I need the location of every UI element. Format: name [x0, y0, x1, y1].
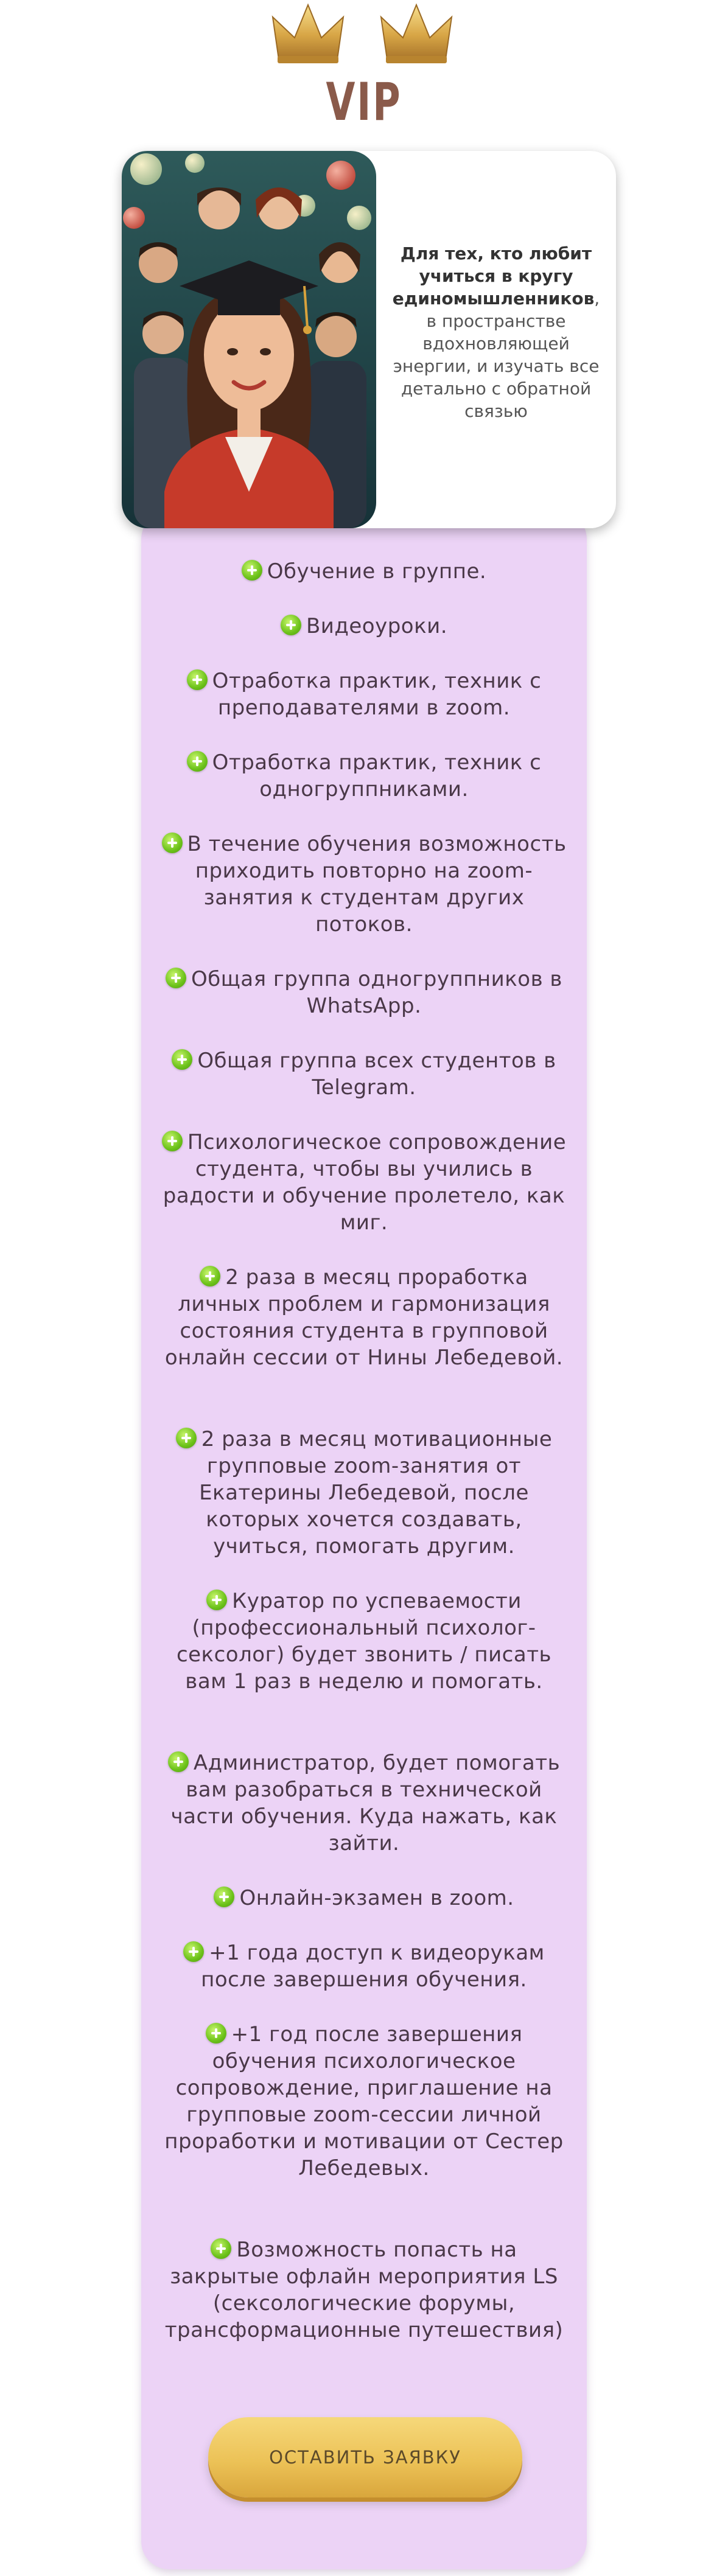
hero-illustration — [122, 151, 376, 528]
page-title: VIP — [326, 72, 402, 133]
feature-item: В течение обучения возможность приходить повторно на zoom-занятия к студентам других потоков. — [159, 831, 569, 938]
feature-item: Возможность попасть на закрытые офлайн мероприятия LS (сексологические форумы, трансформационные путешествия) — [164, 2238, 564, 2342]
plus-icon — [206, 2023, 226, 2044]
feature-item: Администратор, будет помогать вам разобраться в технической части обучения. Куда нажать, как зайти. — [159, 1750, 569, 1857]
feature-item: +1 год после завершения обучения психологическое сопровождение, приглашение на групповые zoom-сессии личной проработки и мотивации от Сестер Лебедевых. — [164, 2022, 564, 2180]
hero-description — [390, 242, 603, 422]
feature-item: Психологическое сопровождение студента, чтобы вы учились в радости и обучение пролетело, как миг. — [163, 1130, 567, 1235]
plus-icon — [183, 1941, 204, 1962]
feature-item: Онлайн-экзамен в zoom. — [159, 1885, 569, 1911]
feature-item: Видеоуроки. — [159, 613, 569, 640]
feature-item: Общая группа всех студентов в Telegram. — [159, 1047, 569, 1101]
plus-icon — [176, 1428, 197, 1448]
plus-icon — [242, 560, 262, 581]
plus-icon — [168, 1751, 189, 1772]
feature-item: Общая группа одногруппников в WhatsApp. — [159, 966, 569, 1019]
feature-item: +1 года доступ к видеорукам после завершения обучения. — [159, 1939, 569, 1993]
feature-item: 2 раза в месяц мотивационные групповые zoom-занятия от Екатерины Лебедевой, после которых хочется создавать, учиться, помогать другим. — [159, 1426, 569, 1560]
crown-icon — [381, 5, 452, 63]
plus-icon — [206, 1590, 227, 1610]
plus-icon — [162, 832, 183, 853]
plus-icon — [211, 2238, 231, 2259]
feature-item: 2 раза в месяц проработка личных проблем и гармонизация состояния студента в групповой онлайн сессии от Нины Лебедевой. — [164, 1265, 564, 1370]
plus-icon — [172, 1049, 192, 1070]
hero-strong-text: Для тех, кто любит учиться в кругу единомышленников — [392, 243, 595, 309]
feature-item: Куратор по успеваемости (профессиональный психолог-сексолог) будет звонить / писать вам 1 раз в неделю и помогать. — [176, 1589, 552, 1694]
plus-icon — [187, 669, 208, 690]
crowns-decoration — [268, 0, 460, 67]
plus-icon — [187, 751, 208, 772]
plus-icon — [166, 968, 186, 988]
plus-icon — [200, 1266, 220, 1286]
plus-icon — [214, 1887, 234, 1907]
hero-rest-text: , в пространстве вдохновляющей энергии, и изучать все детально с обратной связью — [393, 288, 600, 421]
feature-item: Отработка практик, техник с преподавателями в zoom. — [159, 668, 569, 721]
crown-icon — [273, 5, 343, 63]
feature-item: Отработка практик, техник с одногруппниками. — [159, 749, 569, 803]
plus-icon — [281, 615, 301, 635]
plus-icon — [162, 1131, 183, 1151]
submit-application-button[interactable]: ОСТАВИТЬ ЗАЯВКУ — [208, 2417, 522, 2497]
hero-card — [122, 151, 616, 528]
feature-item: Обучение в группе. — [159, 558, 569, 585]
